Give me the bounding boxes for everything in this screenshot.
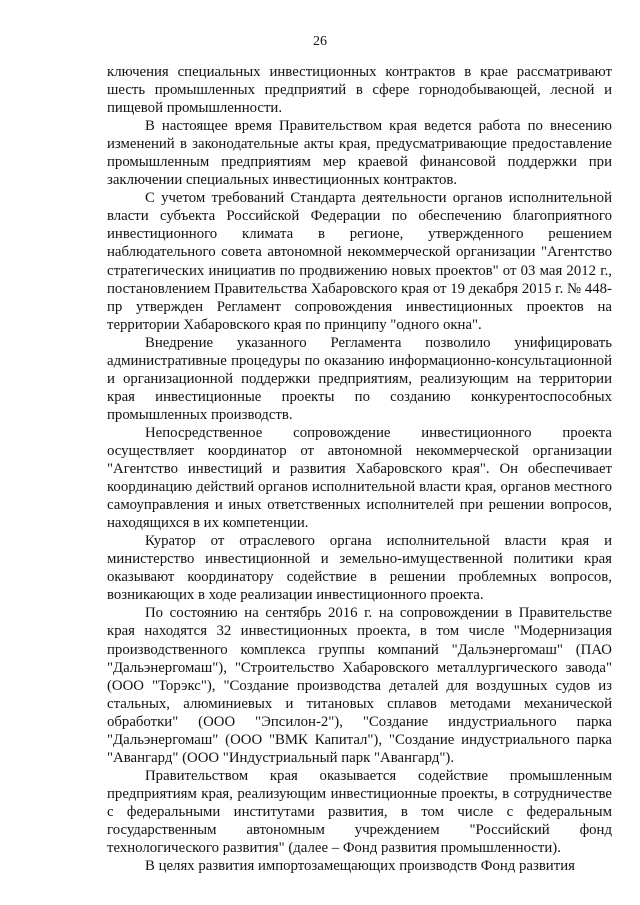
paragraph-2: В настоящее время Правительством края ведется работа по внесению изменений в законодательные акты края, предусматривающие предоставление промышленным предприятиям мер краевой финансовой поддержки при заключении специальных инвестиционных контрактов.	[107, 118, 612, 189]
paragraph-9: В целях развития импортозамещающих производств Фонд развития	[145, 858, 575, 875]
paragraph-5: Непосредственное сопровождение инвестиционного проекта осуществляет координатор от автономной некоммерческой организации "Агентство инвестиций и развития Хабаровского края". Он обеспечивает координацию действий органов исполнительной власти края, органов местного самоуправления и иных ответственных исполнителей при решении вопросов, находящихся в их компетенции.	[107, 424, 612, 532]
paragraph-8: Правительством края оказывается содействие промышленным предприятиям края, реализующим инвестиционные проекты, в сотрудничестве с федеральными институтами развития, в том числе с федеральным государственным автономным учреждением "Российский фонд технологического развития" (далее – Фонд развития промышленности).	[107, 767, 612, 857]
paragraph-4: Внедрение указанного Регламента позволило унифицировать административные процедуры по оказанию информационно-консультационной и организационной поддержки предприятиям, реализующим на территории края инвестиционные проекты по созданию конкурентоспособных промышленных производств.	[107, 334, 612, 423]
page-number: 26	[313, 34, 327, 49]
document-body	[107, 63, 612, 875]
paragraph-1: ключения специальных инвестиционных контрактов в крае рассматривают шесть промышленных предприятий в сфере горнодобывающей, лесной и пищевой промышленности.	[107, 64, 612, 117]
paragraph-6: Куратор от отраслевого органа исполнительной власти края и министерство инвестиционной и земельно-имущественной политики края оказывают координатору содействие в решении проблемных вопросов, возникающих в ходе реализации инвестиционного проекта.	[107, 533, 612, 604]
paragraph-3: С учетом требований Стандарта деятельности органов исполнительной власти субъекта Российской Федерации по обеспечению благоприятного инвестиционного климата в регионе, утвержденного решением наблюдательного совета автономной некоммерческой организации "Агентство стратегических инициатив по продвижению новых проектов" от 03 мая 2012 г., постановлением Правительства Хабаровского края от 19 декабря 2015 г. № 448-пр утвержден Регламент сопровождения инвестиционных проектов на территории Хабаровского края по принципу "одного окна".	[107, 190, 612, 333]
paragraph-7: По состоянию на сентябрь 2016 г. на сопровождении в Правительстве края находятся 32 инвестиционных проекта, в том числе "Модернизация производственного комплекса группы компаний "Дальэнергомаш" (ПАО "Дальэнергомаш"), "Строительство Хабаровского металлургического завода" (ООО "Торэкс"), "Создание производства деталей для воздушных судов из стальных, алюминиевых и титановых сплавов методами механической обработки" (ООО "Эпсилон-2"), "Создание индустриального парка "Дальэнергомаш" (ООО "ВМК Капитал"), "Создание индустриального парка "Авангард" (ООО "Индустриальный парк "Авангард").	[107, 605, 612, 766]
